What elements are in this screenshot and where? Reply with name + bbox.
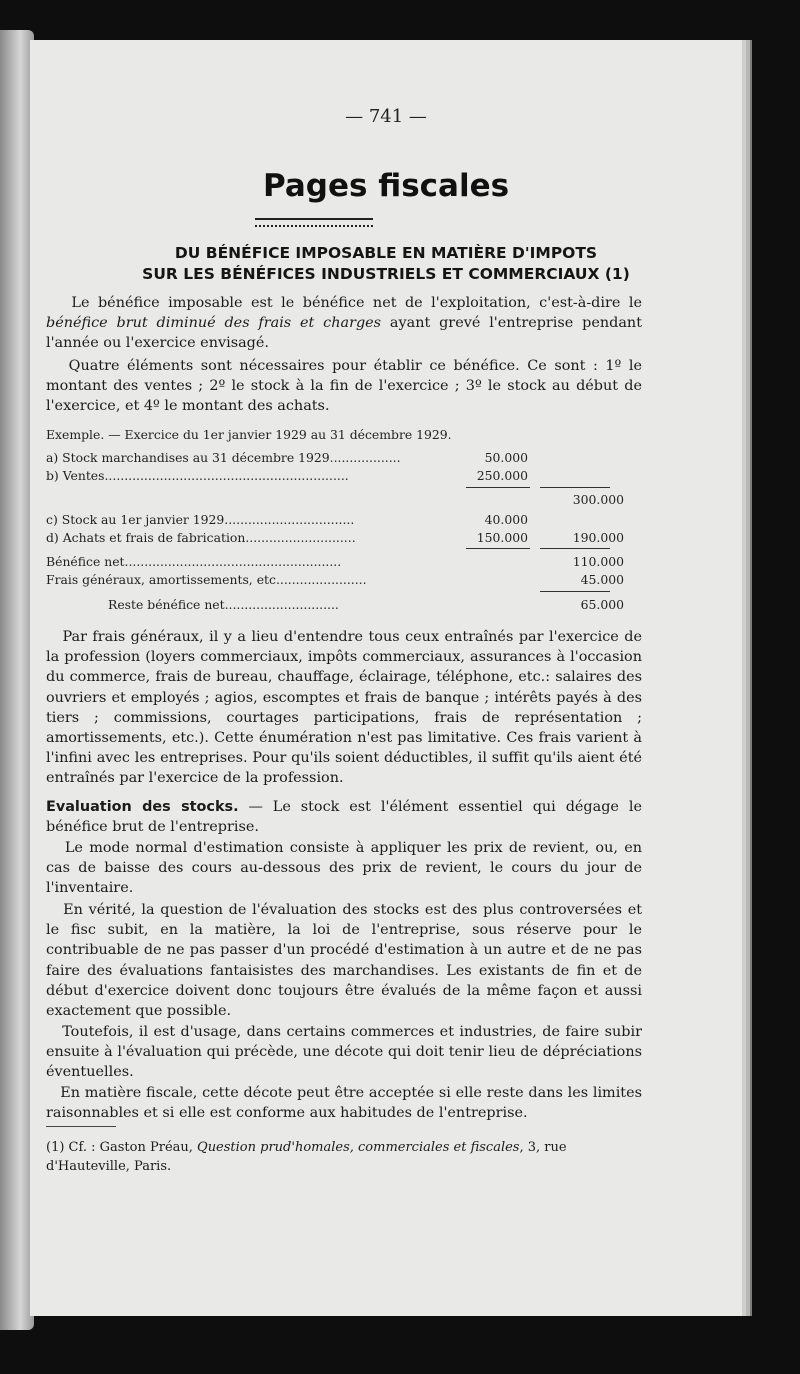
footnote-italic-title: Question prud'homales, commerciales et fiscales bbox=[197, 1140, 520, 1155]
table-row-label: a) Stock marchandises au 31 décembre 1929.................. bbox=[46, 450, 401, 465]
table-cell-value: 150.000 bbox=[476, 530, 528, 545]
table-row-label: Reste bénéfice net............................. bbox=[108, 597, 339, 612]
table-cell-value: 40.000 bbox=[484, 512, 528, 527]
table-cell-total: 300.000 bbox=[572, 492, 624, 507]
table-row-label: c) Stock au 1er janvier 1929................................. bbox=[46, 512, 355, 527]
footnote: (1) Cf. : Gaston Préau, Question prud'homales, commerciales et fiscales, 3, rue d'Hauteville, Paris. bbox=[46, 1140, 567, 1174]
italic-phrase: bénéfice brut diminué des frais et charges bbox=[46, 315, 382, 332]
table-cell-total: 45.000 bbox=[580, 572, 624, 587]
total-rule bbox=[540, 591, 610, 592]
subtotal-rule bbox=[540, 487, 610, 488]
section-heading-line-2: SUR LES BÉNÉFICES INDUSTRIELS ET COMMERCIAUX (1) bbox=[142, 265, 630, 283]
paragraph-definition: Le bénéfice imposable est le bénéfice net de l'exploitation, c'est-à-dire le bénéfice brut diminué des frais et charges ayant grevé l'entreprise pendant l'année ou l'exercice envisagé. bbox=[46, 295, 642, 352]
subtotal-rule bbox=[466, 548, 530, 549]
table-cell-value: 50.000 bbox=[484, 450, 528, 465]
paragraph-decote: Toutefois, il est d'usage, dans certains commerces et industries, de faire subir ensuite à l'évaluation qui précède, une décote qui doit tenir lieu de dépréciations éventuelles. bbox=[46, 1024, 642, 1081]
subtotal-rule bbox=[466, 487, 530, 488]
table-row-label: Bénéfice net....................................................... bbox=[46, 554, 342, 569]
paragraph-elements: Quatre éléments sont nécessaires pour établir ce bénéfice. Ce sont : 1º le montant des ventes ; 2º le stock à la fin de l'exercice ; 3º le stock au début de l'exercice, et 4º le montant des achats. bbox=[46, 358, 642, 415]
section-heading-line-1: DU BÉNÉFICE IMPOSABLE EN MATIÈRE D'IMPOTS bbox=[174, 244, 598, 262]
footnote-rule bbox=[46, 1126, 116, 1127]
title-ornament-rule bbox=[255, 218, 373, 227]
subtotal-rule bbox=[540, 548, 610, 549]
table-cell-total: 190.000 bbox=[572, 530, 624, 545]
table-row-label: Frais généraux, amortissements, etc....................... bbox=[46, 572, 367, 587]
table-cell-value: 250.000 bbox=[476, 468, 528, 483]
table-cell-total: 110.000 bbox=[572, 554, 624, 569]
paragraph-mode-estimation: Le mode normal d'estimation consiste à appliquer les prix de revient, ou, en cas de baisse des cours au-dessous des prix de revient, le cours du jour de l'inventaire. bbox=[46, 840, 642, 897]
adjacent-page-edge bbox=[0, 30, 34, 1330]
subsection-heading: Evaluation des stocks. bbox=[46, 799, 239, 815]
example-intro: Exemple. — Exercice du 1er janvier 1929 au 31 décembre 1929. bbox=[46, 427, 452, 442]
table-row-label: d) Achats et frais de fabrication............................ bbox=[46, 530, 356, 545]
book-page bbox=[30, 40, 742, 1316]
paragraph-frais-generaux: Par frais généraux, il y a lieu d'entendre tous ceux entraînés par l'exercice de la profession (loyers commerciaux, impôts commerciaux, assurances à l'occasion du commerce, frais de bureau, chauffage, éclairage, téléphone, etc.: salaires des ouvriers et employés ; agios, escomptes et frais de banque ; intérêts payés à des tiers ; commissions, courtages participations, frais de représentation ; amortissements, etc.). Cette énumération n'est pas limitative. Ces frais varient à l'infini avec les entreprises. Pour qu'ils soient déductibles, il suffit qu'ils aient été entraînés par l'exercice de la profession. bbox=[46, 629, 642, 787]
page-number: — 741 — bbox=[345, 106, 427, 127]
paragraph-evaluation-stocks: Evaluation des stocks. — Le stock est l'élément essentiel qui dégage le bénéfice brut de l'entreprise. bbox=[46, 799, 642, 836]
page-title: Pages fiscales bbox=[262, 168, 510, 204]
section-heading bbox=[30, 243, 742, 285]
table-row-label: b) Ventes.............................................................. bbox=[46, 468, 349, 483]
paragraph-matiere-fiscale: En matière fiscale, cette décote peut être acceptée si elle reste dans les limites raisonnables et si elle est conforme aux habitudes de l'entreprise. bbox=[46, 1085, 642, 1122]
table-cell-total: 65.000 bbox=[580, 597, 624, 612]
paragraph-controverse: En vérité, la question de l'évaluation des stocks est des plus controversées et le fisc subit, en la matière, la loi de l'entreprise, sous réserve pour le contribuable de ne pas passer d'un procédé d'estimation à un autre et de ne pas faire des évaluations fantaisistes des marchandises. Les existants de fin et de début d'exercice doivent donc toujours être évalués de la même façon et aussi exactement que possible. bbox=[46, 902, 642, 1020]
